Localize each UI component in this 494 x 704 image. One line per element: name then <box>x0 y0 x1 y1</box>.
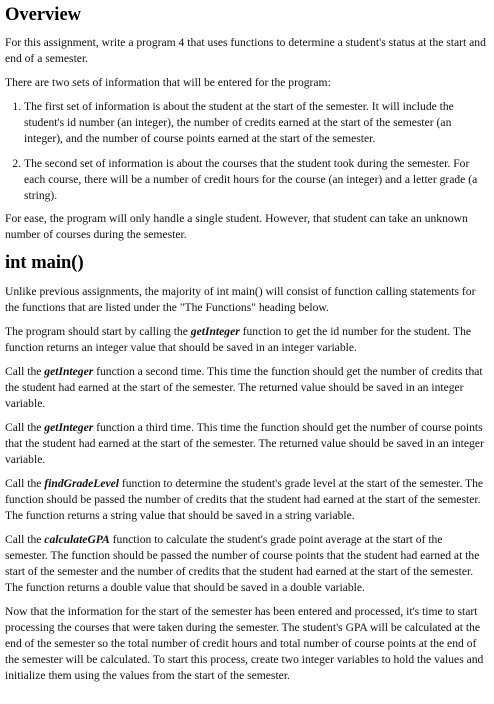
list-item: 1. The first set of information is about the student at the start of the semester. It will include the student's id number (an integer), the number of credits earned at the start of the semester (an integer), and the number of course points earned at the start of the semester. <box>24 99 488 147</box>
function-name-getinteger: getInteger <box>44 421 94 434</box>
int-main-heading: int main() <box>5 253 84 273</box>
function-name-getinteger: getInteger <box>44 365 94 378</box>
paragraph-text: Call the <box>5 421 45 434</box>
main-paragraph-5 <box>5 476 488 524</box>
information-sets-list <box>5 99 488 204</box>
overview-paragraph-1: For this assignment, write a program 4 that uses functions to determine a student's status at the start and end of a semester. <box>5 36 486 65</box>
function-name-calculategpa: calculateGPA <box>44 533 110 546</box>
main-paragraph-6 <box>5 532 488 596</box>
main-paragraph-2 <box>5 324 488 356</box>
overview-heading: Overview <box>5 5 82 25</box>
paragraph-text: function a third time. This time the function should get the number of course points that the student had earned at the start of the semester. The returned value should be saved in an integer variable. <box>5 421 484 466</box>
main-paragraph-1: Unlike previous assignments, the majority of int main() will consist of function calling statements for the functions that are listed under the "The Functions" heading below. <box>5 285 476 314</box>
overview-paragraph-3: For ease, the program will only handle a single student. However, that student can take an unknown number of courses during the semester. <box>5 212 468 241</box>
main-paragraph-3 <box>5 364 488 412</box>
overview-paragraph-2: There are two sets of information that will be entered for the program: <box>5 76 331 89</box>
paragraph-text: function a second time. This time the function should get the number of credits that the student had earned at the start of the semester. The returned value should be saved in an integer variable. <box>5 365 483 410</box>
paragraph-text: function to get the id number for the student. The function returns an integer value that should be saved in an integer variable. <box>5 325 472 354</box>
paragraph-text: Call the <box>5 477 45 490</box>
main-paragraph-7: Now that the information for the start of the semester has been entered and processed, it's time to start processing the courses that were taken during the semester. The student's GPA will be calculated at the end of the semester so the total number of credit hours and total number of course points at the end of the semester will be calculated. To start this process, create two integer variables to hold the values and initialize them using the values from the start of the semester. <box>5 605 484 682</box>
paragraph-text: function to calculate the student's grade point average at the start of the semester. The function should be passed the number of course points that the student had earned at the start of the semester and the number of credits that the student had earned at the start of the semester. The function returns a double value that should be saved in a double variable. <box>5 533 480 594</box>
function-name-findgradelevel: findGradeLevel <box>44 477 119 490</box>
paragraph-text: Call the <box>5 365 45 378</box>
document-page <box>0 4 494 684</box>
paragraph-text: function to determine the student's grade level at the start of the semester. The function should be passed the number of credits that the student had earned at the start of the semester. The function returns a string value that should be saved in a string variable. <box>5 477 484 522</box>
main-paragraph-4 <box>5 420 488 468</box>
paragraph-text: The program should start by calling the <box>5 325 191 338</box>
paragraph-text: Call the <box>5 533 45 546</box>
list-item: 2. The second set of information is about the courses that the student took during the semester. For each course, there will be a number of credit hours for the course (an integer) and a letter grade (a string). <box>24 156 488 204</box>
function-name-getinteger: getInteger <box>190 325 240 338</box>
